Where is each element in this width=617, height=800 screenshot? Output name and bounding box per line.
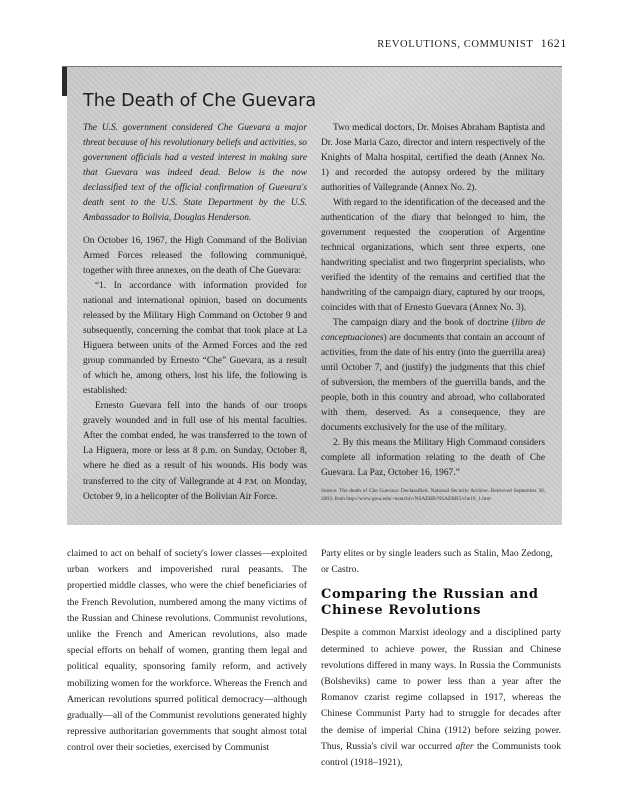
sidebar-paragraph: 2. By this means the Military High Command considers complete all information relating to the death of Che Guevara. La Paz, October 16, 1967.” [321,438,545,478]
text-span: The campaign diary and the book of doctrine ( [333,318,515,328]
sidebar-columns [83,121,546,505]
text-span: the Communists took control (1918–1921), [321,740,561,769]
text-span: on Monday, October 9, in a helicopter of the Bolivian Air Force. [83,477,308,502]
body-paragraph: Party elites or by single leaders such as Stalin, Mao Zedong, or Castro. [321,548,553,576]
running-title: REVOLUTIONS, COMMUNIST [377,39,534,50]
running-head [377,36,567,51]
text-span: Despite a common Marxist ideology and a disciplined party determined to achieve power, the Russian and Chinese revolutions differed in many ways. In Russia the Communists (Bolsheviks) came to power less than a year after the Romanov czarist regime collapsed in 1917, whereas the Chinese Communist Party had to struggle for decades after the demise of imperial China (1912) before seizing power. Thus, Russia's civil war occurred [321,627,561,752]
sidebar-paragraph [321,316,545,436]
sidebar-paragraph: Two medical doctors, Dr. Moises Abraham Baptista and Dr. Jose Maria Cazo, director and intern respectively of the Knights of Malta hospital, certified the death (Annex No. 1) and recorded the autopsy ordered by the military authorities of Vallegrande (Annex No. 2). [321,123,545,193]
sidebar-paragraph: “1. In accordance with information provided for national and international opinion, based on documents released by the Military High Command on October 9 and subsequently, concerning the combat that took place at La Higuera between units of the Armed Forces and the red group commanded by Ernesto “Che” Guevara, as a result of which he, among others, lost his life, the following is established: [83,281,307,396]
sidebar-box [67,67,562,525]
sidebar-column-left [83,121,307,505]
body-column-left [67,546,307,771]
sidebar-paragraph: With regard to the identification of the deceased and the authentication of the diary that belonged to him, the government requested the cooperation of Argentine technical organizations, which sent three experts, one handwriting specialist and two fingerprint specialists, who verified the identity of the remains and certified that the handwriting of the campaign diary, captured by our troops, coincides with that of Ernesto Guevara (Annex No. 3). [321,198,545,313]
body-columns [67,546,562,771]
sidebar-intro: The U.S. government considered Che Guevara a major threat because of his revolutionary beliefs and activities, so government officials had a vested interest in making sure that Guevara was indeed dead. Below is the now declassified text of the official confirmation of Guevara's death sent to the U.S. State Department by the U.S. Ambassador to Bolivia, Douglas Henderson. [83,123,307,223]
page-number: 1621 [540,36,567,50]
text-span: P.M. [244,477,259,486]
text-span: after [455,740,474,752]
text-span: ) are documents that contain an account of activities, from the date of his entry (into the guerrilla area) until October 7, and (justify) the judgments that this chief of subversion, the members of the guerrilla bands, and the people, both in this country and abroad, who collaborated with them, deserved. As a consequence, they are documents exclusively for the use of the military. [321,333,545,433]
body-paragraph: claimed to act on behalf of society's lower classes—exploited urban workers and impoverished rural peasants. The propertied middle classes, who were the chief beneficiaries of the French Revolution, numbered among the many victims of the Russian and Chinese revolutions. Communist revolutions, unlike the French and American revolutions, also made special efforts on behalf of women, granting them legal and political equality, sponsoring family reform, and actively mobilizing women for the workforce. Whereas the French and American revolutions spurred political democracy—although gradually—all of the Communist revolutions generated highly repressive authoritarian governments that sought almost total control over their societies, exercised by Communist [67,548,307,754]
body-paragraph [321,625,561,771]
sidebar-paragraph [83,399,307,505]
sidebar-paragraph: On October 16, 1967, the High Command of the Bolivian Armed Forces released the following communiqué, together with three annexes, on the death of Che Guevara: [83,236,307,276]
section-heading: Comparing the Russian and Chinese Revolutions [321,587,539,619]
body-column-right [321,546,561,771]
text-span: libro de conceptuaciones [321,318,546,343]
sidebar-title: The Death of Che Guevara [83,91,317,111]
text-span: Ernesto Guevara fell into the hands of our troops gravely wounded and in full use of his mental faculties. After the combat ended, he was transferred to the town of La Higuera, more or less at 8 p.m. on Sunday, October 8, where he died as a result of his wounds. His body was transferred to the city of Vallegrande at 4 [83,401,307,487]
sidebar-source: Source: The death of Che Guevara: Declassified. National Security Archive. Retrieved September 30, 2003, from http://www.gwu.edu/~nsarchiv/NSAEBB/NSAEBB5/che10_1.htm [321,488,545,502]
sidebar-column-right [321,121,545,505]
